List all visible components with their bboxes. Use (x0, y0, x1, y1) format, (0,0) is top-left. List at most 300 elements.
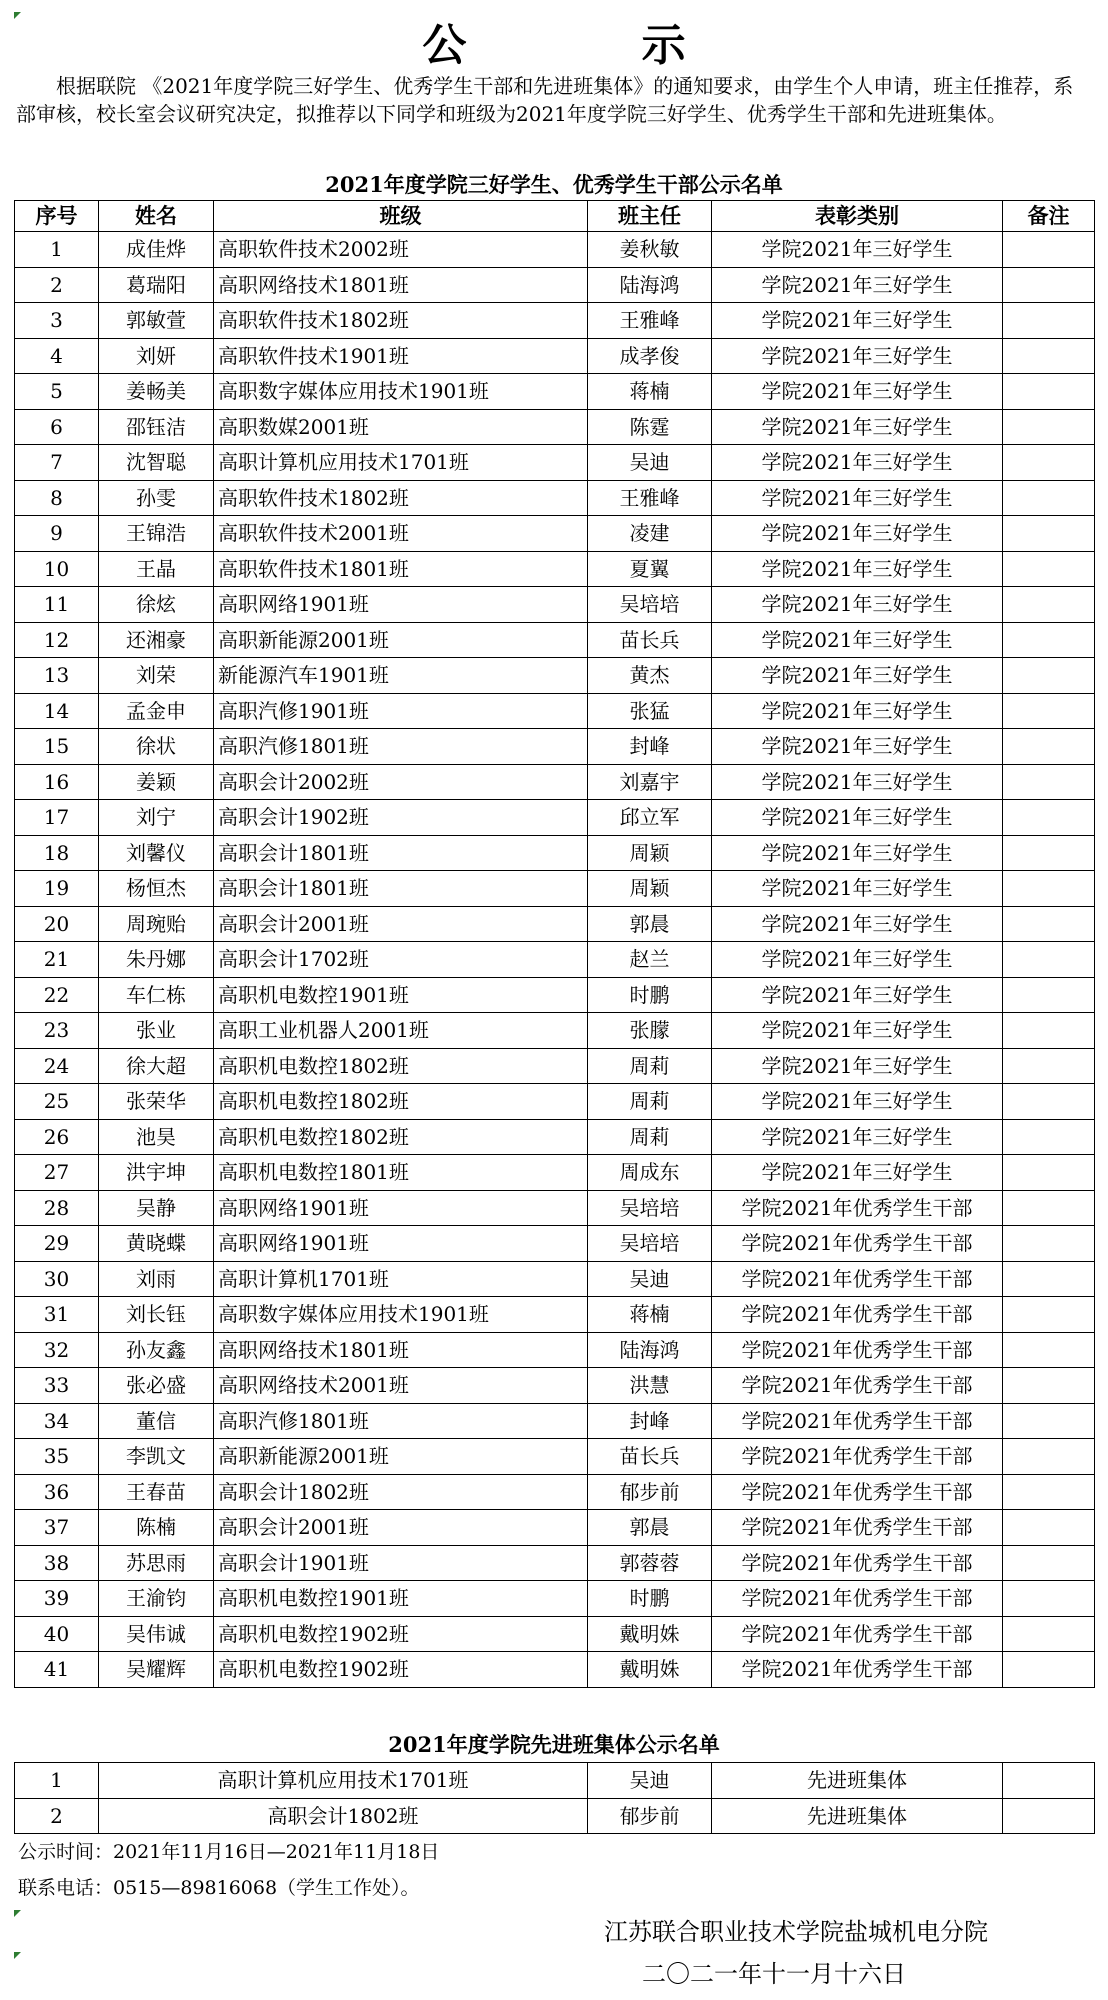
cell-award: 学院2021年优秀学生干部 (712, 1368, 1003, 1404)
cell-class: 高职软件技术1802班 (214, 480, 588, 516)
cell-remark (1003, 445, 1095, 481)
cell-teacher: 蒋楠 (588, 374, 712, 410)
cell-teacher: 苗长兵 (588, 622, 712, 658)
table1-caption: 2021年度学院三好学生、优秀学生干部公示名单 (325, 172, 783, 197)
issue-date: 二〇二一年十一月十六日 (642, 1960, 906, 1988)
table-row (15, 1439, 1095, 1475)
cell-class: 高职汽修1801班 (214, 729, 588, 765)
cell-name: 沈智聪 (99, 445, 214, 481)
cell-teacher: 凌建 (588, 516, 712, 552)
table-row (15, 551, 1095, 587)
cell-index: 8 (15, 480, 99, 516)
cell-award: 学院2021年优秀学生干部 (712, 1190, 1003, 1226)
cell-remark (1003, 551, 1095, 587)
cell-award: 学院2021年优秀学生干部 (712, 1581, 1003, 1617)
header-name: 姓名 (99, 201, 214, 232)
cell-teacher: 郭晨 (588, 906, 712, 942)
table-row (15, 1763, 1095, 1799)
cell-award: 学院2021年三好学生 (712, 871, 1003, 907)
table-row (15, 1368, 1095, 1404)
cell-class: 高职机电数控1801班 (214, 1155, 588, 1191)
cell-award: 学院2021年优秀学生干部 (712, 1261, 1003, 1297)
cell-award: 学院2021年三好学生 (712, 1013, 1003, 1049)
cell-name: 刘长钰 (99, 1297, 214, 1333)
cell-index: 23 (15, 1013, 99, 1049)
cell-remark (1003, 232, 1095, 268)
cell-remark (1003, 658, 1095, 694)
table-row (15, 764, 1095, 800)
notice-period: 公示时间：2021年11月16日—2021年11月18日 (18, 1841, 440, 1863)
cell-remark (1003, 1084, 1095, 1120)
cell-award: 学院2021年优秀学生干部 (712, 1616, 1003, 1652)
cell-award: 学院2021年三好学生 (712, 906, 1003, 942)
cell-name: 刘宁 (99, 800, 214, 836)
cell-teacher: 周颖 (588, 871, 712, 907)
cell-index: 29 (15, 1226, 99, 1262)
cell-award: 学院2021年三好学生 (712, 942, 1003, 978)
cell-class: 高职会计1801班 (214, 835, 588, 871)
cell-remark (1003, 267, 1095, 303)
cell-name: 王锦浩 (99, 516, 214, 552)
cell-name: 姜颖 (99, 764, 214, 800)
cell-index: 13 (15, 658, 99, 694)
cell-name: 孙友鑫 (99, 1332, 214, 1368)
cell-index: 7 (15, 445, 99, 481)
cell-remark (1003, 1652, 1095, 1688)
cell-class: 高职会计2002班 (214, 764, 588, 800)
cell-index: 11 (15, 587, 99, 623)
table-row (15, 232, 1095, 268)
cell-award: 学院2021年优秀学生干部 (712, 1510, 1003, 1546)
table-row (15, 1048, 1095, 1084)
cell-teacher: 吴迪 (588, 1261, 712, 1297)
cell-class: 高职软件技术1802班 (214, 303, 588, 339)
cell-teacher: 邱立军 (588, 800, 712, 836)
cell-remark (1003, 729, 1095, 765)
cell-award: 学院2021年三好学生 (712, 303, 1003, 339)
cell-remark (1003, 1763, 1095, 1799)
cell-award: 学院2021年三好学生 (712, 516, 1003, 552)
cell-award: 学院2021年优秀学生干部 (712, 1403, 1003, 1439)
cell-remark (1003, 1474, 1095, 1510)
cell-remark (1003, 871, 1095, 907)
cell-remark (1003, 1798, 1095, 1834)
cell-index: 16 (15, 764, 99, 800)
cell-teacher: 张朦 (588, 1013, 712, 1049)
cell-award: 先进班集体 (712, 1763, 1003, 1799)
header-index: 序号 (15, 201, 99, 232)
cell-teacher: 吴培培 (588, 1190, 712, 1226)
table-row (15, 693, 1095, 729)
cell-award: 学院2021年三好学生 (712, 587, 1003, 623)
cell-teacher: 时鹏 (588, 1581, 712, 1617)
cell-index: 21 (15, 942, 99, 978)
cell-class: 高职数字媒体应用技术1901班 (214, 1297, 588, 1333)
table-row (15, 1510, 1095, 1546)
cell-award: 学院2021年三好学生 (712, 764, 1003, 800)
cell-class: 高职机电数控1802班 (214, 1048, 588, 1084)
cell-name: 洪宇坤 (99, 1155, 214, 1191)
cell-class: 高职会计1802班 (214, 1474, 588, 1510)
cell-class: 高职新能源2001班 (214, 1439, 588, 1475)
cell-teacher: 成孝俊 (588, 338, 712, 374)
cell-award: 学院2021年优秀学生干部 (712, 1652, 1003, 1688)
cell-award: 学院2021年三好学生 (712, 658, 1003, 694)
cell-index: 41 (15, 1652, 99, 1688)
issuing-organization: 江苏联合职业技术学院盐城机电分院 (604, 1918, 988, 1946)
cell-name: 周琬贻 (99, 906, 214, 942)
table-row (15, 409, 1095, 445)
cell-teacher: 夏翼 (588, 551, 712, 587)
cell-class: 高职汽修1901班 (214, 693, 588, 729)
cell-remark (1003, 1616, 1095, 1652)
cell-class: 高职网络1901班 (214, 587, 588, 623)
cell-index: 17 (15, 800, 99, 836)
table-row (15, 1297, 1095, 1333)
cell-teacher: 郭蓉蓉 (588, 1545, 712, 1581)
table-row (15, 1798, 1095, 1834)
table-row (15, 1084, 1095, 1120)
cell-class: 高职会计2001班 (214, 906, 588, 942)
cell-remark (1003, 1439, 1095, 1475)
table-row (15, 1581, 1095, 1617)
advanced-class-table (14, 1762, 1095, 1834)
cell-teacher: 吴迪 (588, 445, 712, 481)
cell-remark (1003, 1297, 1095, 1333)
cell-teacher: 戴明姝 (588, 1652, 712, 1688)
cell-index: 15 (15, 729, 99, 765)
intro-paragraph: 根据联院 《2021年度学院三好学生、优秀学生干部和先进班集体》的通知要求，由学生个人申请，班主任推荐，系部审核，校长室会议研究决定，拟推荐以下同学和班级为2021年度学院三好学生、优秀学生干部和先进班集体。 (16, 74, 1074, 126)
cell-index: 32 (15, 1332, 99, 1368)
table-row (15, 658, 1095, 694)
cell-award: 先进班集体 (712, 1798, 1003, 1834)
cell-name: 池昊 (99, 1119, 214, 1155)
cell-award: 学院2021年三好学生 (712, 267, 1003, 303)
cell-name: 张业 (99, 1013, 214, 1049)
cell-class: 高职软件技术1801班 (214, 551, 588, 587)
cell-remark (1003, 1581, 1095, 1617)
cell-index: 24 (15, 1048, 99, 1084)
cell-award: 学院2021年优秀学生干部 (712, 1439, 1003, 1475)
cell-index: 33 (15, 1368, 99, 1404)
cell-name: 王春苗 (99, 1474, 214, 1510)
cell-name: 王晶 (99, 551, 214, 587)
table-row (15, 906, 1095, 942)
cell-teacher: 刘嘉宇 (588, 764, 712, 800)
cell-award: 学院2021年优秀学生干部 (712, 1545, 1003, 1581)
cell-award: 学院2021年三好学生 (712, 232, 1003, 268)
cell-remark (1003, 1048, 1095, 1084)
cell-class: 高职网络技术2001班 (214, 1368, 588, 1404)
header-teacher: 班主任 (588, 201, 712, 232)
cell-index: 9 (15, 516, 99, 552)
cell-index: 5 (15, 374, 99, 410)
cell-index: 34 (15, 1403, 99, 1439)
cell-class: 高职机电数控1902班 (214, 1652, 588, 1688)
cell-class: 高职机电数控1802班 (214, 1119, 588, 1155)
cell-teacher: 张猛 (588, 693, 712, 729)
cell-name: 吴耀辉 (99, 1652, 214, 1688)
cell-index: 37 (15, 1510, 99, 1546)
cell-name: 葛瑞阳 (99, 267, 214, 303)
cell-index: 22 (15, 977, 99, 1013)
table-row (15, 1403, 1095, 1439)
cell-remark (1003, 409, 1095, 445)
cell-name: 李凯文 (99, 1439, 214, 1475)
table-row (15, 303, 1095, 339)
cell-class: 高职软件技术2001班 (214, 516, 588, 552)
table-row (15, 516, 1095, 552)
table-row (15, 267, 1095, 303)
cell-teacher: 王雅峰 (588, 303, 712, 339)
cell-teacher: 时鹏 (588, 977, 712, 1013)
cell-class: 新能源汽车1901班 (214, 658, 588, 694)
cell-name: 郭敏萱 (99, 303, 214, 339)
cell-teacher: 周莉 (588, 1048, 712, 1084)
table-row (15, 338, 1095, 374)
cell-index: 2 (15, 1798, 99, 1834)
table-row (15, 1474, 1095, 1510)
cell-name: 还湘豪 (99, 622, 214, 658)
cell-index: 38 (15, 1545, 99, 1581)
cell-award: 学院2021年三好学生 (712, 1155, 1003, 1191)
cell-remark (1003, 622, 1095, 658)
table-row (15, 622, 1095, 658)
cell-class: 高职会计1902班 (214, 800, 588, 836)
cell-class: 高职会计1901班 (214, 1545, 588, 1581)
cell-teacher: 陆海鸿 (588, 1332, 712, 1368)
table-row (15, 871, 1095, 907)
table-row (15, 800, 1095, 836)
table-row (15, 445, 1095, 481)
cell-remark (1003, 303, 1095, 339)
cell-award: 学院2021年优秀学生干部 (712, 1332, 1003, 1368)
cell-teacher: 封峰 (588, 1403, 712, 1439)
cell-class: 高职网络技术1801班 (214, 267, 588, 303)
cell-award: 学院2021年三好学生 (712, 445, 1003, 481)
corner-mark (14, 1910, 21, 1917)
table-row (15, 1545, 1095, 1581)
cell-remark (1003, 1155, 1095, 1191)
cell-index: 1 (15, 1763, 99, 1799)
cell-class: 高职机电数控1902班 (214, 1616, 588, 1652)
cell-award: 学院2021年三好学生 (712, 409, 1003, 445)
table-row (15, 1616, 1095, 1652)
cell-remark (1003, 338, 1095, 374)
cell-award: 学院2021年三好学生 (712, 480, 1003, 516)
cell-index: 40 (15, 1616, 99, 1652)
cell-remark (1003, 977, 1095, 1013)
cell-remark (1003, 516, 1095, 552)
cell-class: 高职软件技术1901班 (214, 338, 588, 374)
cell-class: 高职机电数控1901班 (214, 977, 588, 1013)
cell-name: 苏思雨 (99, 1545, 214, 1581)
cell-name: 徐状 (99, 729, 214, 765)
cell-name: 车仁栋 (99, 977, 214, 1013)
cell-teacher: 周颖 (588, 835, 712, 871)
cell-teacher: 洪慧 (588, 1368, 712, 1404)
table-row (15, 374, 1095, 410)
cell-index: 3 (15, 303, 99, 339)
cell-index: 20 (15, 906, 99, 942)
cell-award: 学院2021年三好学生 (712, 977, 1003, 1013)
cell-remark (1003, 1510, 1095, 1546)
cell-index: 36 (15, 1474, 99, 1510)
cell-award: 学院2021年三好学生 (712, 1048, 1003, 1084)
cell-award: 学院2021年三好学生 (712, 374, 1003, 410)
cell-name: 刘馨仪 (99, 835, 214, 871)
table-row (15, 1155, 1095, 1191)
cell-teacher: 蒋楠 (588, 1297, 712, 1333)
cell-teacher: 周莉 (588, 1119, 712, 1155)
cell-name: 姜畅美 (99, 374, 214, 410)
cell-class: 高职机电数控1901班 (214, 1581, 588, 1617)
cell-award: 学院2021年三好学生 (712, 622, 1003, 658)
cell-class: 高职新能源2001班 (214, 622, 588, 658)
header-remark: 备注 (1003, 201, 1095, 232)
cell-remark (1003, 1226, 1095, 1262)
cell-award: 学院2021年三好学生 (712, 800, 1003, 836)
cell-name: 吴静 (99, 1190, 214, 1226)
cell-name: 成佳烨 (99, 232, 214, 268)
cell-award: 学院2021年三好学生 (712, 693, 1003, 729)
cell-teacher: 郁步前 (588, 1798, 712, 1834)
table-row (15, 835, 1095, 871)
cell-class: 高职网络1901班 (214, 1226, 588, 1262)
cell-remark (1003, 693, 1095, 729)
cell-remark (1003, 374, 1095, 410)
cell-class: 高职数媒2001班 (214, 409, 588, 445)
cell-teacher: 陈霆 (588, 409, 712, 445)
cell-remark (1003, 1013, 1095, 1049)
table-row (15, 587, 1095, 623)
table-row (15, 977, 1095, 1013)
cell-remark (1003, 1545, 1095, 1581)
cell-name: 王渝钧 (99, 1581, 214, 1617)
table-row (15, 1652, 1095, 1688)
cell-remark (1003, 1403, 1095, 1439)
cell-name: 孙雯 (99, 480, 214, 516)
cell-class: 高职工业机器人2001班 (214, 1013, 588, 1049)
header-award: 表彰类别 (712, 201, 1003, 232)
cell-index: 19 (15, 871, 99, 907)
cell-teacher: 吴培培 (588, 587, 712, 623)
table-row (15, 1226, 1095, 1262)
cell-class: 高职计算机应用技术1701班 (99, 1763, 588, 1799)
cell-class: 高职机电数控1802班 (214, 1084, 588, 1120)
cell-class: 高职会计2001班 (214, 1510, 588, 1546)
cell-name: 陈楠 (99, 1510, 214, 1546)
cell-teacher: 戴明姝 (588, 1616, 712, 1652)
cell-index: 30 (15, 1261, 99, 1297)
cell-award: 学院2021年三好学生 (712, 729, 1003, 765)
table-row (15, 942, 1095, 978)
cell-remark (1003, 764, 1095, 800)
cell-award: 学院2021年三好学生 (712, 551, 1003, 587)
cell-class: 高职网络技术1801班 (214, 1332, 588, 1368)
cell-remark (1003, 1332, 1095, 1368)
cell-index: 26 (15, 1119, 99, 1155)
cell-name: 张必盛 (99, 1368, 214, 1404)
cell-class: 高职会计1702班 (214, 942, 588, 978)
cell-name: 黄晓蝶 (99, 1226, 214, 1262)
table-row (15, 480, 1095, 516)
cell-index: 35 (15, 1439, 99, 1475)
cell-class: 高职数字媒体应用技术1901班 (214, 374, 588, 410)
cell-award: 学院2021年三好学生 (712, 835, 1003, 871)
table-row (15, 1013, 1095, 1049)
cell-teacher: 周成东 (588, 1155, 712, 1191)
cell-teacher: 赵兰 (588, 942, 712, 978)
cell-remark (1003, 480, 1095, 516)
cell-class: 高职会计1801班 (214, 871, 588, 907)
cell-name: 徐炫 (99, 587, 214, 623)
honors-table (14, 200, 1095, 1688)
cell-teacher: 周莉 (588, 1084, 712, 1120)
cell-award: 学院2021年三好学生 (712, 338, 1003, 374)
cell-name: 刘荣 (99, 658, 214, 694)
cell-class: 高职汽修1801班 (214, 1403, 588, 1439)
cell-teacher: 郁步前 (588, 1474, 712, 1510)
cell-remark (1003, 906, 1095, 942)
table-row (15, 1190, 1095, 1226)
cell-remark (1003, 1261, 1095, 1297)
cell-name: 刘雨 (99, 1261, 214, 1297)
cell-name: 杨恒杰 (99, 871, 214, 907)
cell-index: 10 (15, 551, 99, 587)
cell-teacher: 郭晨 (588, 1510, 712, 1546)
cell-award: 学院2021年三好学生 (712, 1119, 1003, 1155)
cell-index: 25 (15, 1084, 99, 1120)
cell-name: 刘妍 (99, 338, 214, 374)
cell-remark (1003, 1368, 1095, 1404)
cell-teacher: 吴迪 (588, 1763, 712, 1799)
cell-award: 学院2021年三好学生 (712, 1084, 1003, 1120)
cell-class: 高职会计1802班 (99, 1798, 588, 1834)
cell-name: 邵钰洁 (99, 409, 214, 445)
cell-index: 18 (15, 835, 99, 871)
table-row (15, 1261, 1095, 1297)
cell-index: 2 (15, 267, 99, 303)
header-class: 班级 (214, 201, 588, 232)
cell-teacher: 苗长兵 (588, 1439, 712, 1475)
cell-name: 徐大超 (99, 1048, 214, 1084)
table-row (15, 1332, 1095, 1368)
cell-name: 朱丹娜 (99, 942, 214, 978)
cell-class: 高职网络1901班 (214, 1190, 588, 1226)
cell-remark (1003, 800, 1095, 836)
cell-class: 高职计算机应用技术1701班 (214, 445, 588, 481)
cell-class: 高职计算机1701班 (214, 1261, 588, 1297)
contact-phone: 联系电话：0515—89816068（学生工作处）。 (18, 1877, 420, 1899)
cell-index: 1 (15, 232, 99, 268)
table-header-row (15, 201, 1095, 232)
cell-remark (1003, 1190, 1095, 1226)
cell-teacher: 吴培培 (588, 1226, 712, 1262)
table-row (15, 1119, 1095, 1155)
cell-teacher: 王雅峰 (588, 480, 712, 516)
cell-remark (1003, 587, 1095, 623)
table-row (15, 729, 1095, 765)
cell-remark (1003, 1119, 1095, 1155)
cell-name: 张荣华 (99, 1084, 214, 1120)
cell-award: 学院2021年优秀学生干部 (712, 1474, 1003, 1510)
cell-teacher: 姜秋敏 (588, 232, 712, 268)
cell-class: 高职软件技术2002班 (214, 232, 588, 268)
cell-award: 学院2021年优秀学生干部 (712, 1297, 1003, 1333)
cell-remark (1003, 942, 1095, 978)
cell-teacher: 陆海鸿 (588, 267, 712, 303)
